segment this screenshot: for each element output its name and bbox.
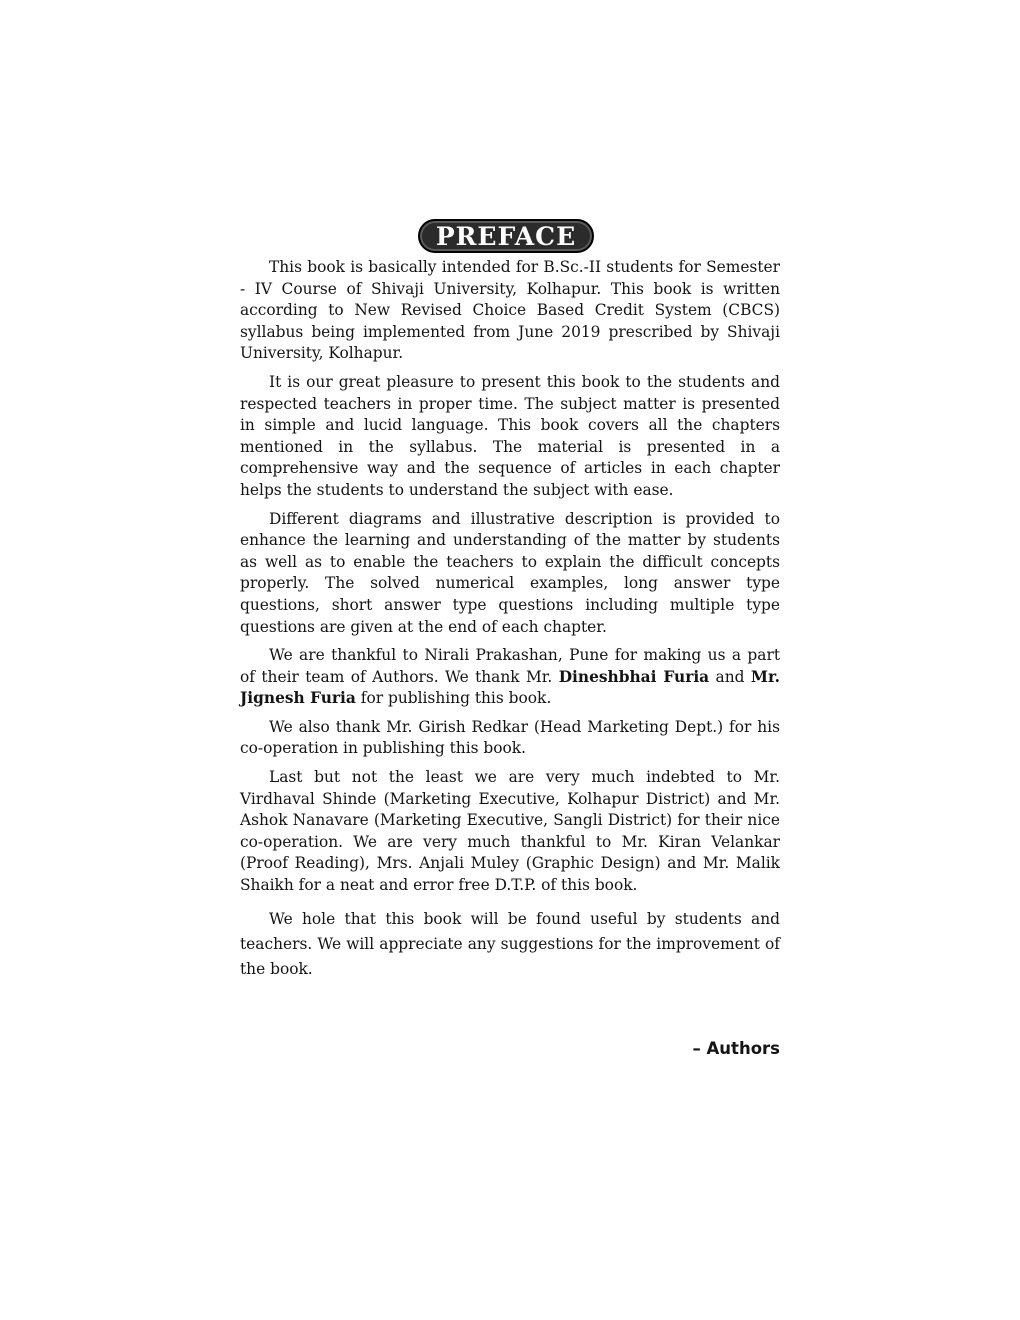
paragraph-closing: We hole that this book will be found useful by students and teachers. We will appreciate any suggestions for the improvement of the book. [240, 909, 780, 978]
thanks-text-1: We are thankful to Nirali Prakashan, Pune for making us a part of their team of Authors. We thank Mr. [240, 646, 780, 686]
page-title: PREFACE [435, 221, 577, 251]
paragraph-indebted: Last but not the least we are very much indebted to Mr. Virdhaval Shinde (Marketing Executive, Kolhapur District) and Mr. Ashok Nanavare (Marketing Executive, Sangli District) for their nice co-operation. We are very much thankful to Mr. Kiran Velankar (Proof Reading), Mrs. Anjali Muley (Graphic Design) and Mr. Malik Shaikh for a neat and error free D.T.P. of this book. [240, 768, 780, 895]
paragraph-pleasure: It is our great pleasure to present this book to the students and respected teachers in proper time. The subject matter is presented in simple and lucid language. This book covers all the chapters mentioned in the syllabus. The material is presented in a comprehensive way and the sequence of articles in each chapter helps the students to understand the subject with ease. [240, 372, 780, 499]
paragraph-diagrams: Different diagrams and illustrative description is provided to enhance the learning and understanding of the matter by students as well as to enable the teachers to explain the difficult concepts properly. The solved numerical examples, long answer type questions, short answer type questions including multiple type questions are given at the end of each chapter. [240, 509, 780, 636]
paragraph-intended-audience: This book is basically intended for B.Sc.-II students for Semester - IV Course of Shivaji University, Kolhapur. This book is written according to New Revised Choice Based Credit System (CBCS) syllabus being implemented from June 2019 prescribed by Shivaji University, Kolhapur. [240, 258, 780, 363]
paragraph-thanks-marketing: We also thank Mr. Girish Redkar (Head Marketing Dept.) for his co-operation in publishing this book. [240, 717, 780, 758]
paragraph-thanks-publisher [240, 645, 780, 710]
thanks-text-3: for publishing this book. [355, 689, 552, 708]
preface-body [240, 257, 780, 989]
publisher-name-2: Mr. Jignesh Furia [240, 667, 780, 708]
publisher-name-1: Dineshbhai Furia [558, 667, 710, 686]
thanks-text-2: and [709, 667, 751, 686]
preface-title-badge [418, 219, 594, 253]
authors-signature: – Authors [692, 1039, 780, 1058]
